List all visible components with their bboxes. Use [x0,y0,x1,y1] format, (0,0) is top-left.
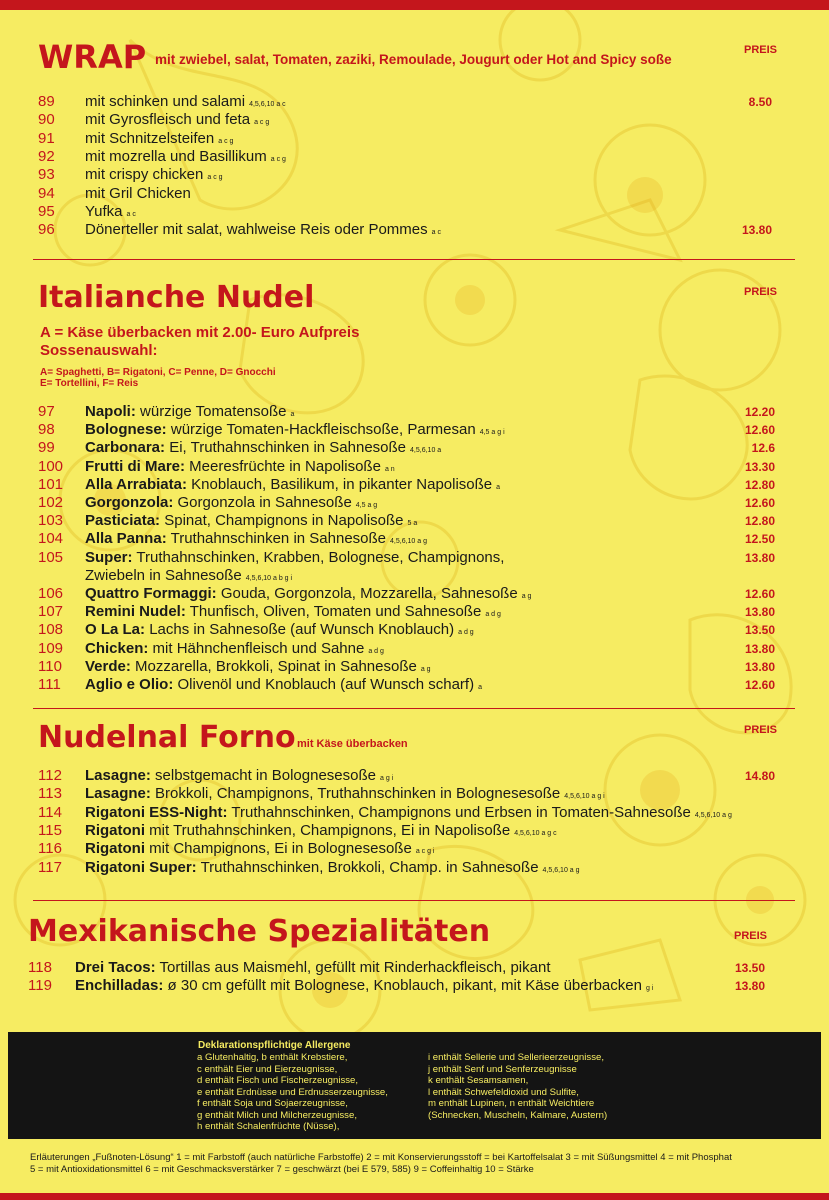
item-name: Rigatoni Super: [85,858,197,876]
item-number: 112 [38,767,62,784]
item-description [85,603,501,620]
item-allergen-codes: a c g [270,155,286,163]
item-name: Remini Nudel: [85,603,186,621]
divider [33,708,795,709]
item-number: 89 [38,93,55,110]
item-name: Lasagne: [85,767,151,784]
item-name: Verde: [85,657,131,675]
item-desc-text: Knoblauch, Basilikum, in pikanter Napolisoße [191,475,493,493]
item-desc-text: mit mozrella und Basillikum [85,147,267,165]
item-description [85,785,605,802]
item-description [85,439,441,456]
item-allergen-codes: g i [645,985,654,992]
nudel-note-sossen: Sossenauswahl: [40,342,158,359]
item-name: O La La: [85,621,146,639]
item-number: 106 [38,585,64,602]
item-desc-text: Gorgonzola in Sahnesoße [177,494,352,511]
item-allergen-codes: a d g [458,629,474,637]
item-allergen-codes: 4,5,6,10 a g [694,811,732,819]
item-desc-text: würzige Tomaten-Hackfleischsoße, Parmesan [170,421,476,439]
item-desc-text: Lachs in Sahnesoße (auf Wunsch Knoblauch) [149,621,455,639]
item-description [85,130,233,147]
item-price: 13.50 [734,961,765,975]
item-desc-text: ø 30 cm gefüllt mit Bolognese, Knoblauch, pikant, mit Käse überbacken [167,977,642,994]
item-allergen-codes: 5 a [407,520,418,528]
allergen-line: i enthält Sellerie und Sellerieerzeugnisse, [428,1052,604,1063]
item-allergen-codes: 4,5,6,10 a g [390,538,427,546]
item-description [85,166,223,183]
item-allergen-codes: a c g [207,174,223,182]
item-desc-text: selbstgemacht in Bolognesesoße [155,767,376,784]
item-allergen-codes: 4,5,6,10 a g [542,866,580,874]
item-description [85,658,431,675]
item-price: 13.80 [744,641,775,656]
allergen-title: Deklarationspflichtige Allergene [198,1040,351,1051]
item-name: Rigatoni [85,821,145,839]
item-number: 97 [38,403,55,420]
allergen-line: h enthält Schalenfrüchte (Nüsse), [197,1121,340,1132]
item-allergen-codes: a g i [380,775,394,782]
item-number: 111 [38,676,61,693]
item-allergen-codes: a c [431,229,441,237]
wrap-preis-label: PREIS [744,44,778,56]
item-price: 12.60 [744,587,775,601]
item-allergen-codes: a c [126,210,136,218]
item-name: Gorgonzola: [85,494,174,511]
allergen-line: j enthält Senf und Senferzeugnisse [428,1063,577,1075]
item-name: Rigatoni ESS-Night: [85,803,228,821]
item-description [85,111,269,128]
item-price: 12.80 [744,514,775,529]
item-desc-text: Gouda, Gorgonzola, Mozzarella, Sahnesoße [220,585,518,602]
item-number: 118 [28,959,52,976]
item-number: 92 [38,147,55,165]
item-description [85,840,435,857]
item-allergen-codes: a d g [368,647,384,655]
item-allergen-codes: a [478,684,482,691]
item-desc-text: würzige Tomatensoße [140,403,287,420]
item-name: Chicken: [85,639,149,657]
item-number: 100 [38,457,64,475]
item-desc-text: mit Truthahnschinken, Champignons, Ei in Napolisoße [149,821,511,839]
allergen-box [8,1032,821,1139]
item-name: Alla Arrabiata: [85,475,187,493]
mex-preis-label: PREIS [734,930,768,942]
item-description [85,185,191,202]
allergen-line: l enthält Schwefeldioxid und Sulfite, [428,1086,579,1098]
item-description [85,403,294,420]
item-desc-text: Spinat, Champignons in Napolisoße [164,512,404,530]
item-number: 103 [38,512,64,530]
item-name: Enchilladas: [75,977,164,994]
item-description [85,585,531,602]
item-number: 94 [38,184,55,202]
item-desc-text: Yufka [85,202,123,220]
item-allergen-codes: 4,5,6,10 a g i [564,793,605,801]
item-description [85,804,732,821]
allergen-line: c enthält Eier und Eierzeugnisse, [197,1063,338,1075]
divider [33,259,795,260]
item-allergen-codes: a g [521,593,532,600]
item-allergen-codes: 4,5,6,10 a b g i [245,574,293,582]
item-description [85,676,482,693]
item-price: 13.80 [741,223,772,238]
item-number: 102 [38,494,64,511]
item-price: 12.6 [751,441,775,456]
footnote-line-2: 5 = mit Antioxidationsmittel 6 = mit Geschmacksverstärker 7 = geschwärzt (bei E 579, 585) 9 = Coffeinhaltig 10 = Stärke [30,1164,534,1175]
item-price: 12.60 [744,496,775,510]
item-desc-text: mit Champignons, Ei in Bolognesesoße [149,840,412,858]
item-price: 12.80 [744,477,775,492]
divider [33,900,795,901]
item-allergen-codes: 4,5,6,10 a c [249,101,286,108]
nudel-options-1: A= Spaghetti, B= Rigatoni, C= Penne, D= Gnocchi [40,367,276,378]
item-desc-text: Meeresfrüchte in Napolisoße [189,457,381,475]
item-price: 13.80 [734,979,765,993]
item-number: 109 [38,639,64,657]
item-name: Quattro Formaggi: [85,585,217,602]
allergen-line: (Schnecken, Muscheln, Kalmare, Austern) [428,1109,608,1121]
item-price: 12.20 [744,405,775,419]
allergen-list-left [197,1052,388,1133]
item-allergen-codes: a g [420,665,431,673]
top-red-bar [0,0,829,10]
item-description [85,421,505,438]
wrap-title: WRAP [38,38,147,76]
item-description [75,977,653,994]
item-allergen-codes: 4,5 a g i [479,429,505,437]
item-price: 12.50 [744,532,775,547]
item-price: 13.30 [744,459,775,474]
item-desc-text: Olivenöl und Knoblauch (auf Wunsch scharf) [177,676,475,693]
item-allergen-codes: a d g [485,611,501,619]
item-description [85,494,377,511]
forno-subtitle: mit Käse überbacken [297,738,408,750]
item-price: 8.50 [748,95,772,109]
item-description [75,959,551,976]
item-number: 105 [38,548,64,566]
item-desc-text: Tortillas aus Maismehl, gefüllt mit Rinderhackfleisch, pikant [159,959,551,976]
nudel-options-2: E= Tortellini, F= Reis [40,378,139,389]
item-number: 95 [38,202,55,220]
item-number: 108 [38,621,64,639]
item-desc-text: Truthahnschinken, Champignons und Erbsen in Tomaten-Sahnesoße [231,803,691,821]
item-desc-text: mit Hähnchenfleisch und Sahne [152,639,365,657]
item-number: 107 [38,603,64,621]
item-description [85,640,384,657]
item-description [85,567,292,584]
allergen-list-right [428,1052,607,1121]
item-allergen-codes: a [496,483,501,491]
item-desc-text: Thunfisch, Oliven, Tomaten und Sahnesoße [189,603,482,621]
nudel-title: Italianche Nudel [38,280,315,315]
item-allergen-codes: a c g i [415,848,435,856]
item-number: 115 [38,821,62,839]
item-name: Super: [85,548,133,566]
item-number: 119 [28,977,52,994]
item-number: 114 [38,803,62,821]
item-description [85,512,417,529]
forno-title: Nudelnal Forno [38,720,296,755]
item-number: 93 [38,166,55,184]
wrap-subtitle: mit zwiebel, salat, Tomaten, zaziki, Remoulade, Jougurt oder Hot and Spicy soße [155,52,672,67]
item-description [85,93,286,110]
allergen-line: k enthält Sesamsamen, [428,1075,529,1086]
item-desc-text: Mozzarella, Brokkoli, Spinat in Sahnesoße [135,657,417,675]
item-number: 110 [38,657,62,675]
item-price: 13.80 [744,605,775,620]
item-description [85,621,474,638]
allergen-line: m enthält Lupinen, n enthält Weichtiere [428,1098,595,1109]
item-allergen-codes: a c g [218,137,234,145]
nudel-note-kase: A = Käse überbacken mit 2.00- Euro Aufpreis [40,324,360,341]
mex-title: Mexikanische Spezialitäten [28,914,491,949]
item-price: 13.50 [744,623,775,638]
item-price: 13.80 [744,550,775,565]
item-price: 14.80 [744,769,775,783]
item-name: Pasticiata: [85,512,161,530]
item-desc-text: Brokkoli, Champignons, Truthahnschinken in Bolognesesoße [155,785,561,803]
item-name: Aglio e Olio: [85,676,174,693]
allergen-line: e enthält Erdnüsse und Erdnusserzeugnisse, [197,1086,388,1098]
item-description [85,221,441,238]
item-description [85,203,136,220]
item-description [85,530,427,547]
item-desc-text: mit crispy chicken [85,166,204,184]
allergen-line: a Glutenhaltig, b enthält Krebstiere, [197,1052,348,1063]
allergen-line: f enthält Soja und Sojaerzeugnisse, [197,1098,348,1109]
item-number: 116 [38,840,62,858]
item-desc-text: Ei, Truthahnschinken in Sahnesoße [169,439,407,457]
item-number: 99 [38,439,55,457]
item-price: 12.60 [744,678,775,692]
item-desc-text: Truthahnschinken in Sahnesoße [170,530,387,548]
item-description [85,549,504,566]
item-price: 12.60 [744,423,775,438]
item-allergen-codes: 4,5,6,10 a g c [514,829,557,837]
item-allergen-codes: a n [384,465,395,473]
item-allergen-codes: 4,5 a g [355,502,378,509]
item-description [85,476,500,493]
nudel-preis-label: PREIS [744,286,778,298]
item-name: Alla Panna: [85,530,167,548]
item-desc-text: Truthahnschinken, Krabben, Bolognese, Champignons, [136,548,505,566]
item-allergen-codes: a [290,411,295,418]
item-number: 113 [38,785,62,803]
item-number: 90 [38,111,55,129]
item-desc-text: mit schinken und salami [85,93,246,110]
bottom-red-bar [0,1193,829,1200]
allergen-line: d enthält Fisch und Fischerzeugnisse, [197,1075,359,1086]
forno-preis-label: PREIS [744,724,778,736]
item-desc-text: Truthahnschinken, Brokkoli, Champ. in Sahnesoße [200,858,539,876]
item-desc-text: mit Schnitzelsteifen [85,129,215,147]
allergen-line: g enthält Milch und Milcherzeugnisse, [197,1109,357,1121]
item-allergen-codes: a c g [254,119,270,127]
item-name: Bolognese: [85,421,167,439]
footnote-line-1: Erläuterungen „Fußnoten-Lösung“ 1 = mit Farbstoff (auch natürliche Farbstoffe) 2 = mit Konservierungsstoff = bei Kartoffelsalat 3 = mit Süßungsmittel 4 = mit Phosphat [30,1152,732,1163]
item-name: Rigatoni [85,840,145,858]
item-name: Drei Tacos: [75,959,156,976]
item-description [85,859,580,876]
item-name: Frutti di Mare: [85,457,185,475]
item-number: 91 [38,129,55,147]
item-price: 13.80 [744,659,775,674]
item-description [85,822,557,839]
item-desc-text: mit Gyrosfleisch und feta [85,111,251,129]
item-number: 104 [38,530,64,548]
item-number: 101 [38,475,64,493]
item-desc-text: Dönerteller mit salat, wahlweise Reis oder Pommes [85,221,428,239]
item-description [85,148,286,165]
item-allergen-codes: 4,5,6,10 a [410,447,442,455]
item-name: Carbonara: [85,439,166,457]
item-number: 98 [38,421,55,439]
item-name: Napoli: [85,403,136,420]
item-number: 96 [38,221,55,239]
item-number: 117 [38,858,62,876]
footnotes [30,1152,732,1176]
item-name: Lasagne: [85,785,151,803]
item-desc-text: mit Gril Chicken [85,184,191,202]
item-desc-text: Zwiebeln in Sahnesoße [85,566,242,584]
item-description [85,767,393,784]
item-description [85,458,395,475]
